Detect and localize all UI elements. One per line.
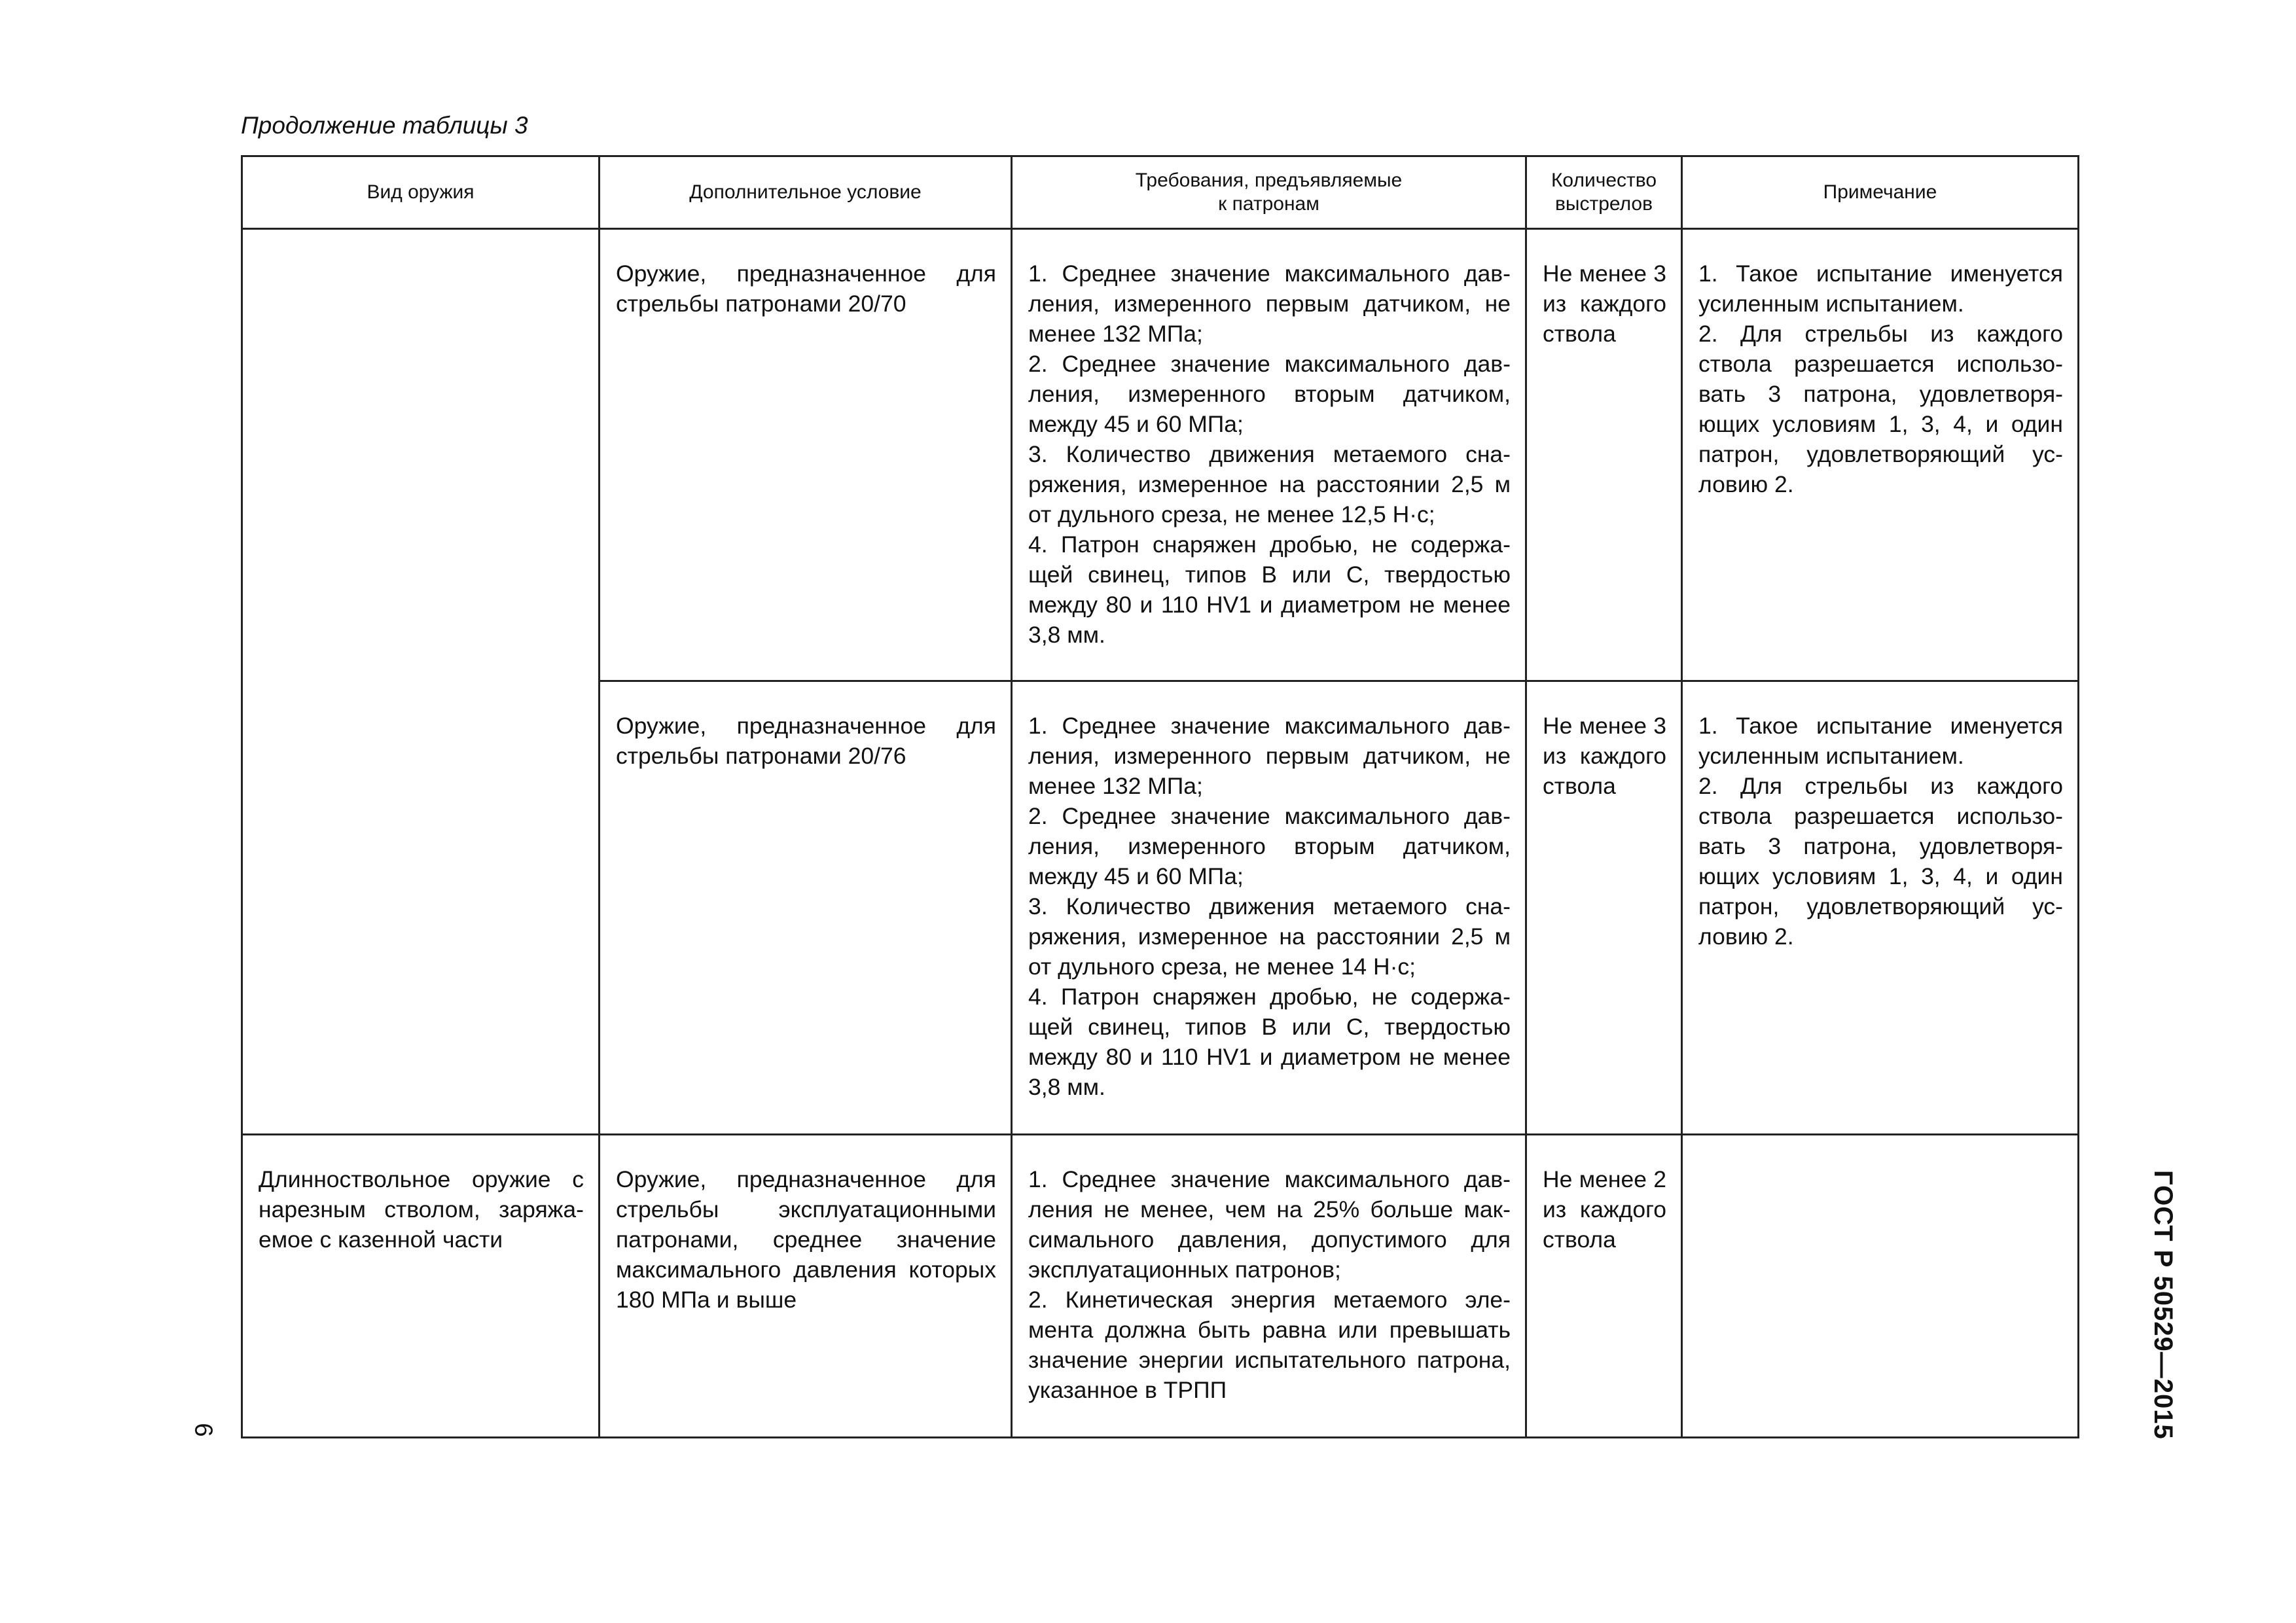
requirements-table <box>241 155 2079 1438</box>
shots-cell: Не менее 3 из каждого ствола <box>1526 681 1682 1135</box>
weapon-type-cell <box>242 229 600 1135</box>
weapon-type-cell: Длинноствольное оружие с нарезным стволом, заряжаемое с казенной части <box>242 1135 600 1438</box>
shots-cell: Не менее 3 из каждого ствола <box>1526 229 1682 681</box>
condition-cell: Оружие, предназначенное для стрельбы эксплуатационными патронами, среднее значение максимального давления которых 180 МПа и выше <box>600 1135 1012 1438</box>
header-requirements: Требования, предъявляемые к патронам <box>1012 156 1526 229</box>
requirements-cell: 1. Среднее значение максимального давления, измеренного первым датчиком, не менее 132 МПа; 2. Среднее значение максимального давления, измеренного вторым датчиком, между 45 и 60 МПа; 3. Количество движения метаемого снаряжения, измеренное на расстоянии 2,5 м от дульного среза, не менее 12,5 Н·с; 4. Патрон снаряжен дробью, не содержащей свинец, типов В или С, твердостью между 80 и 110 HV1 и диаметром не менее 3,8 мм. <box>1012 229 1526 681</box>
requirements-cell: 1. Среднее значение максимального давления, измеренного первым датчиком, не менее 132 МПа; 2. Среднее значение максимального давления, измеренного вторым датчиком, между 45 и 60 МПа; 3. Количество движения метаемого снаряжения, измеренное на расстоянии 2,5 м от дульного среза, не менее 14 Н·с; 4. Патрон снаряжен дробью, не содержащей свинец, типов В или С, твердостью между 80 и 110 HV1 и диаметром не менее 3,8 мм. <box>1012 681 1526 1135</box>
table-row <box>242 229 2079 681</box>
note-cell: 1. Такое испытание именуется усиленным испытанием. 2. Для стрельбы из каждого ствола разрешается использовать 3 патрона, удовлетворяющих условиям 1, 3, 4, и один патрон, удовлетворяющий условию 2. <box>1682 681 2079 1135</box>
condition-cell: Оружие, предназначенное для стрельбы патронами 20/70 <box>600 229 1012 681</box>
header-shot-count: Количество выстрелов <box>1526 156 1682 229</box>
standard-code: ГОСТ Р 50529—2015 <box>2149 1170 2178 1440</box>
header-weapon-type: Вид оружия <box>242 156 600 229</box>
shots-cell: Не менее 2 из каждого ствола <box>1526 1135 1682 1438</box>
table-caption: Продолжение таблицы 3 <box>241 112 528 139</box>
header-additional-condition: Дополнительное условие <box>600 156 1012 229</box>
table-row <box>242 1135 2079 1438</box>
page-number: 6 <box>189 1423 217 1437</box>
note-cell <box>1682 1135 2079 1438</box>
condition-cell: Оружие, предназначенное для стрельбы патронами 20/76 <box>600 681 1012 1135</box>
requirements-cell: 1. Среднее значение максимального давления не менее, чем на 25% больше максимального давления, допустимого для эксплуатационных патронов; 2. Кинетическая энергия метаемого элемента должна быть равна или превышать значение энергии испытательного патрона, указанное в ТРПП <box>1012 1135 1526 1438</box>
table-header-row <box>242 156 2079 229</box>
note-cell: 1. Такое испытание именуется усиленным испытанием. 2. Для стрельбы из каждого ствола разрешается использовать 3 патрона, удовлетворяющих условиям 1, 3, 4, и один патрон, удовлетворяющий условию 2. <box>1682 229 2079 681</box>
header-note: Примечание <box>1682 156 2079 229</box>
